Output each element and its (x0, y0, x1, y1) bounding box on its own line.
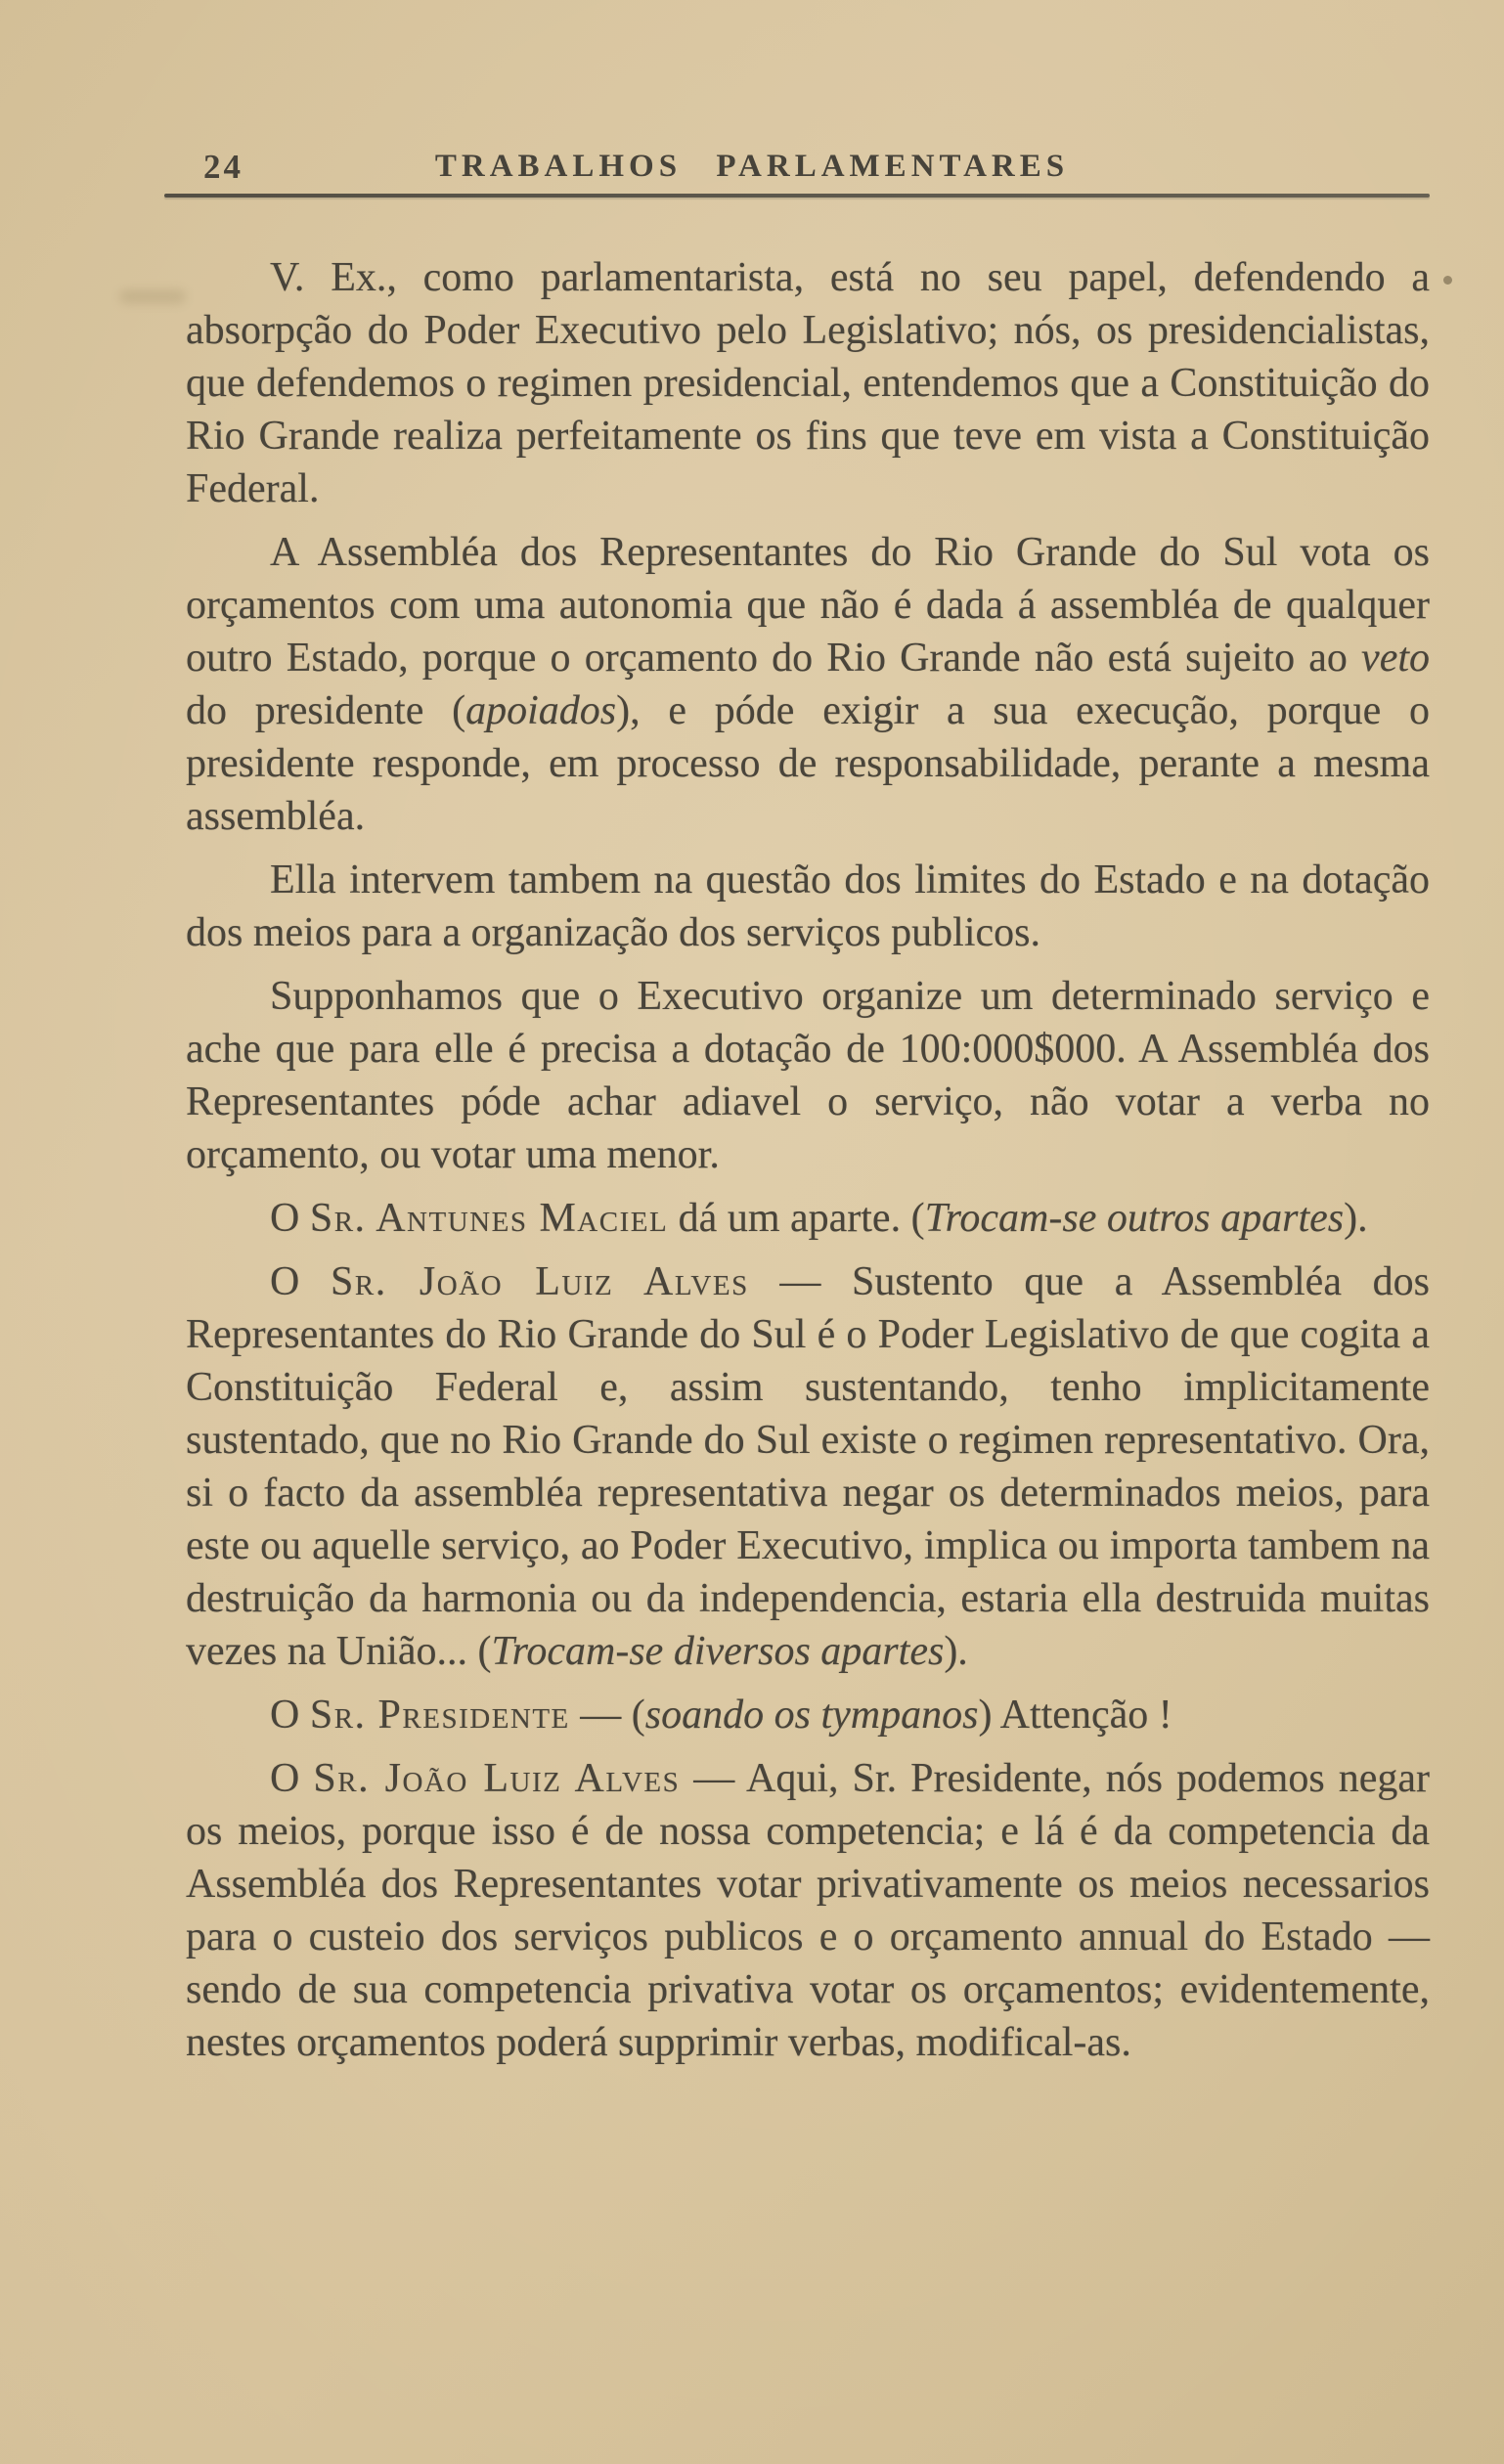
paragraph (186, 854, 1430, 959)
text-run: — ( (569, 1693, 645, 1738)
text-run: V. Ex., como parlamentarista, está no seu papel, defendendo a absorpção do Poder Executivo pelo Legislativo; nós, os presidencialistas, que defendemos o regimen presidencial, entendemos que a Constituição do Rio Grande realiza perfeitamente os fins que teve em vista a Constituição Federal. (186, 255, 1430, 511)
page-number: 24 (203, 148, 243, 186)
text-run: O (270, 1693, 310, 1738)
text-run: O (270, 1196, 310, 1241)
text-run: O (270, 1259, 331, 1304)
stage-direction: Trocam-se diversos apartes (491, 1629, 945, 1674)
text-run: ). (944, 1629, 968, 1674)
speaker-name: Sr. João Luiz Alves (313, 1756, 681, 1801)
text-run: — Aqui, Sr. Presidente, nós podemos negar os meios, porque isso é de nossa competencia; e lá é da competencia da Assembléa dos Representantes votar privativamente os meios necessarios para o custeio dos serviços publicos e o orçamento annual do Estado — sendo de sua competencia privativa votar os orçamentos; evidentemente, nestes orçamentos poderá supprimir verbas, modifical-as. (186, 1756, 1430, 2065)
header-rule (164, 194, 1430, 198)
text-run: O (270, 1756, 314, 1801)
text-run: dá um aparte. ( (668, 1196, 925, 1241)
paragraph (186, 526, 1430, 843)
speaker-name: Sr. Antunes Maciel (309, 1196, 669, 1241)
paragraph (186, 1255, 1430, 1678)
page-body (186, 251, 1430, 2069)
paragraph (186, 1752, 1430, 2069)
stage-direction: veto (1361, 636, 1430, 681)
stage-direction: soando os tympanos (644, 1693, 979, 1738)
paragraph (186, 1689, 1430, 1741)
text-run: do presidente ( (186, 688, 466, 733)
paper-speck (1443, 276, 1452, 285)
text-run: Ella intervem tambem na questão dos limites do Estado e na dotação dos meios para a organização dos serviços publicos. (186, 858, 1430, 955)
text-run: A Assembléa dos Representantes do Rio Grande do Sul vota os orçamentos com uma autonomia que não é dada á assembléa de qualquer outro Estado, porque o orçamento do Rio Grande não está sujeito ao (186, 530, 1430, 681)
text-run: — Sustento que a Assembléa dos Representantes do Rio Grande do Sul é o Poder Legislativo de que cogita a Constituição Federal e, assim sustentando, tenho implicitamente sustentado, que no Rio Grande do Sul existe o regimen representativo. Ora, si o facto da assembléa representativa negar os determinados meios, para este ou aquelle serviço, ao Poder Executivo, implica ou importa tambem na destruição da harmonia ou da independencia, estaria ella destruida muitas vezes na União... ( (186, 1259, 1430, 1674)
speaker-name: Sr. João Luiz Alves (331, 1259, 749, 1304)
text-run: ). (1344, 1196, 1368, 1241)
ink-smudge (119, 289, 186, 304)
speaker-name: Sr. Presidente (309, 1693, 570, 1738)
text-run: Supponhamos que o Executivo organize um determinado serviço e ache que para elle é precisa a dotação de 100:000$000. A Assembléa dos Representantes póde achar adiavel o serviço, não votar a verba no orçamento, ou votar uma menor. (186, 974, 1430, 1177)
paragraph (186, 251, 1430, 515)
page-title: TRABALHOS PARLAMENTARES (434, 149, 1070, 184)
stage-direction: Trocam-se outros apartes (924, 1196, 1345, 1241)
text-run: ), e póde exigir a sua execução, porque o presidente responde, em processo de responsabilidade, perante a mesma assembléa. (186, 688, 1430, 839)
paragraph (186, 970, 1430, 1181)
stage-direction: apoiados (465, 688, 617, 733)
paragraph (186, 1192, 1430, 1245)
text-run: ) Attenção ! (978, 1693, 1172, 1738)
